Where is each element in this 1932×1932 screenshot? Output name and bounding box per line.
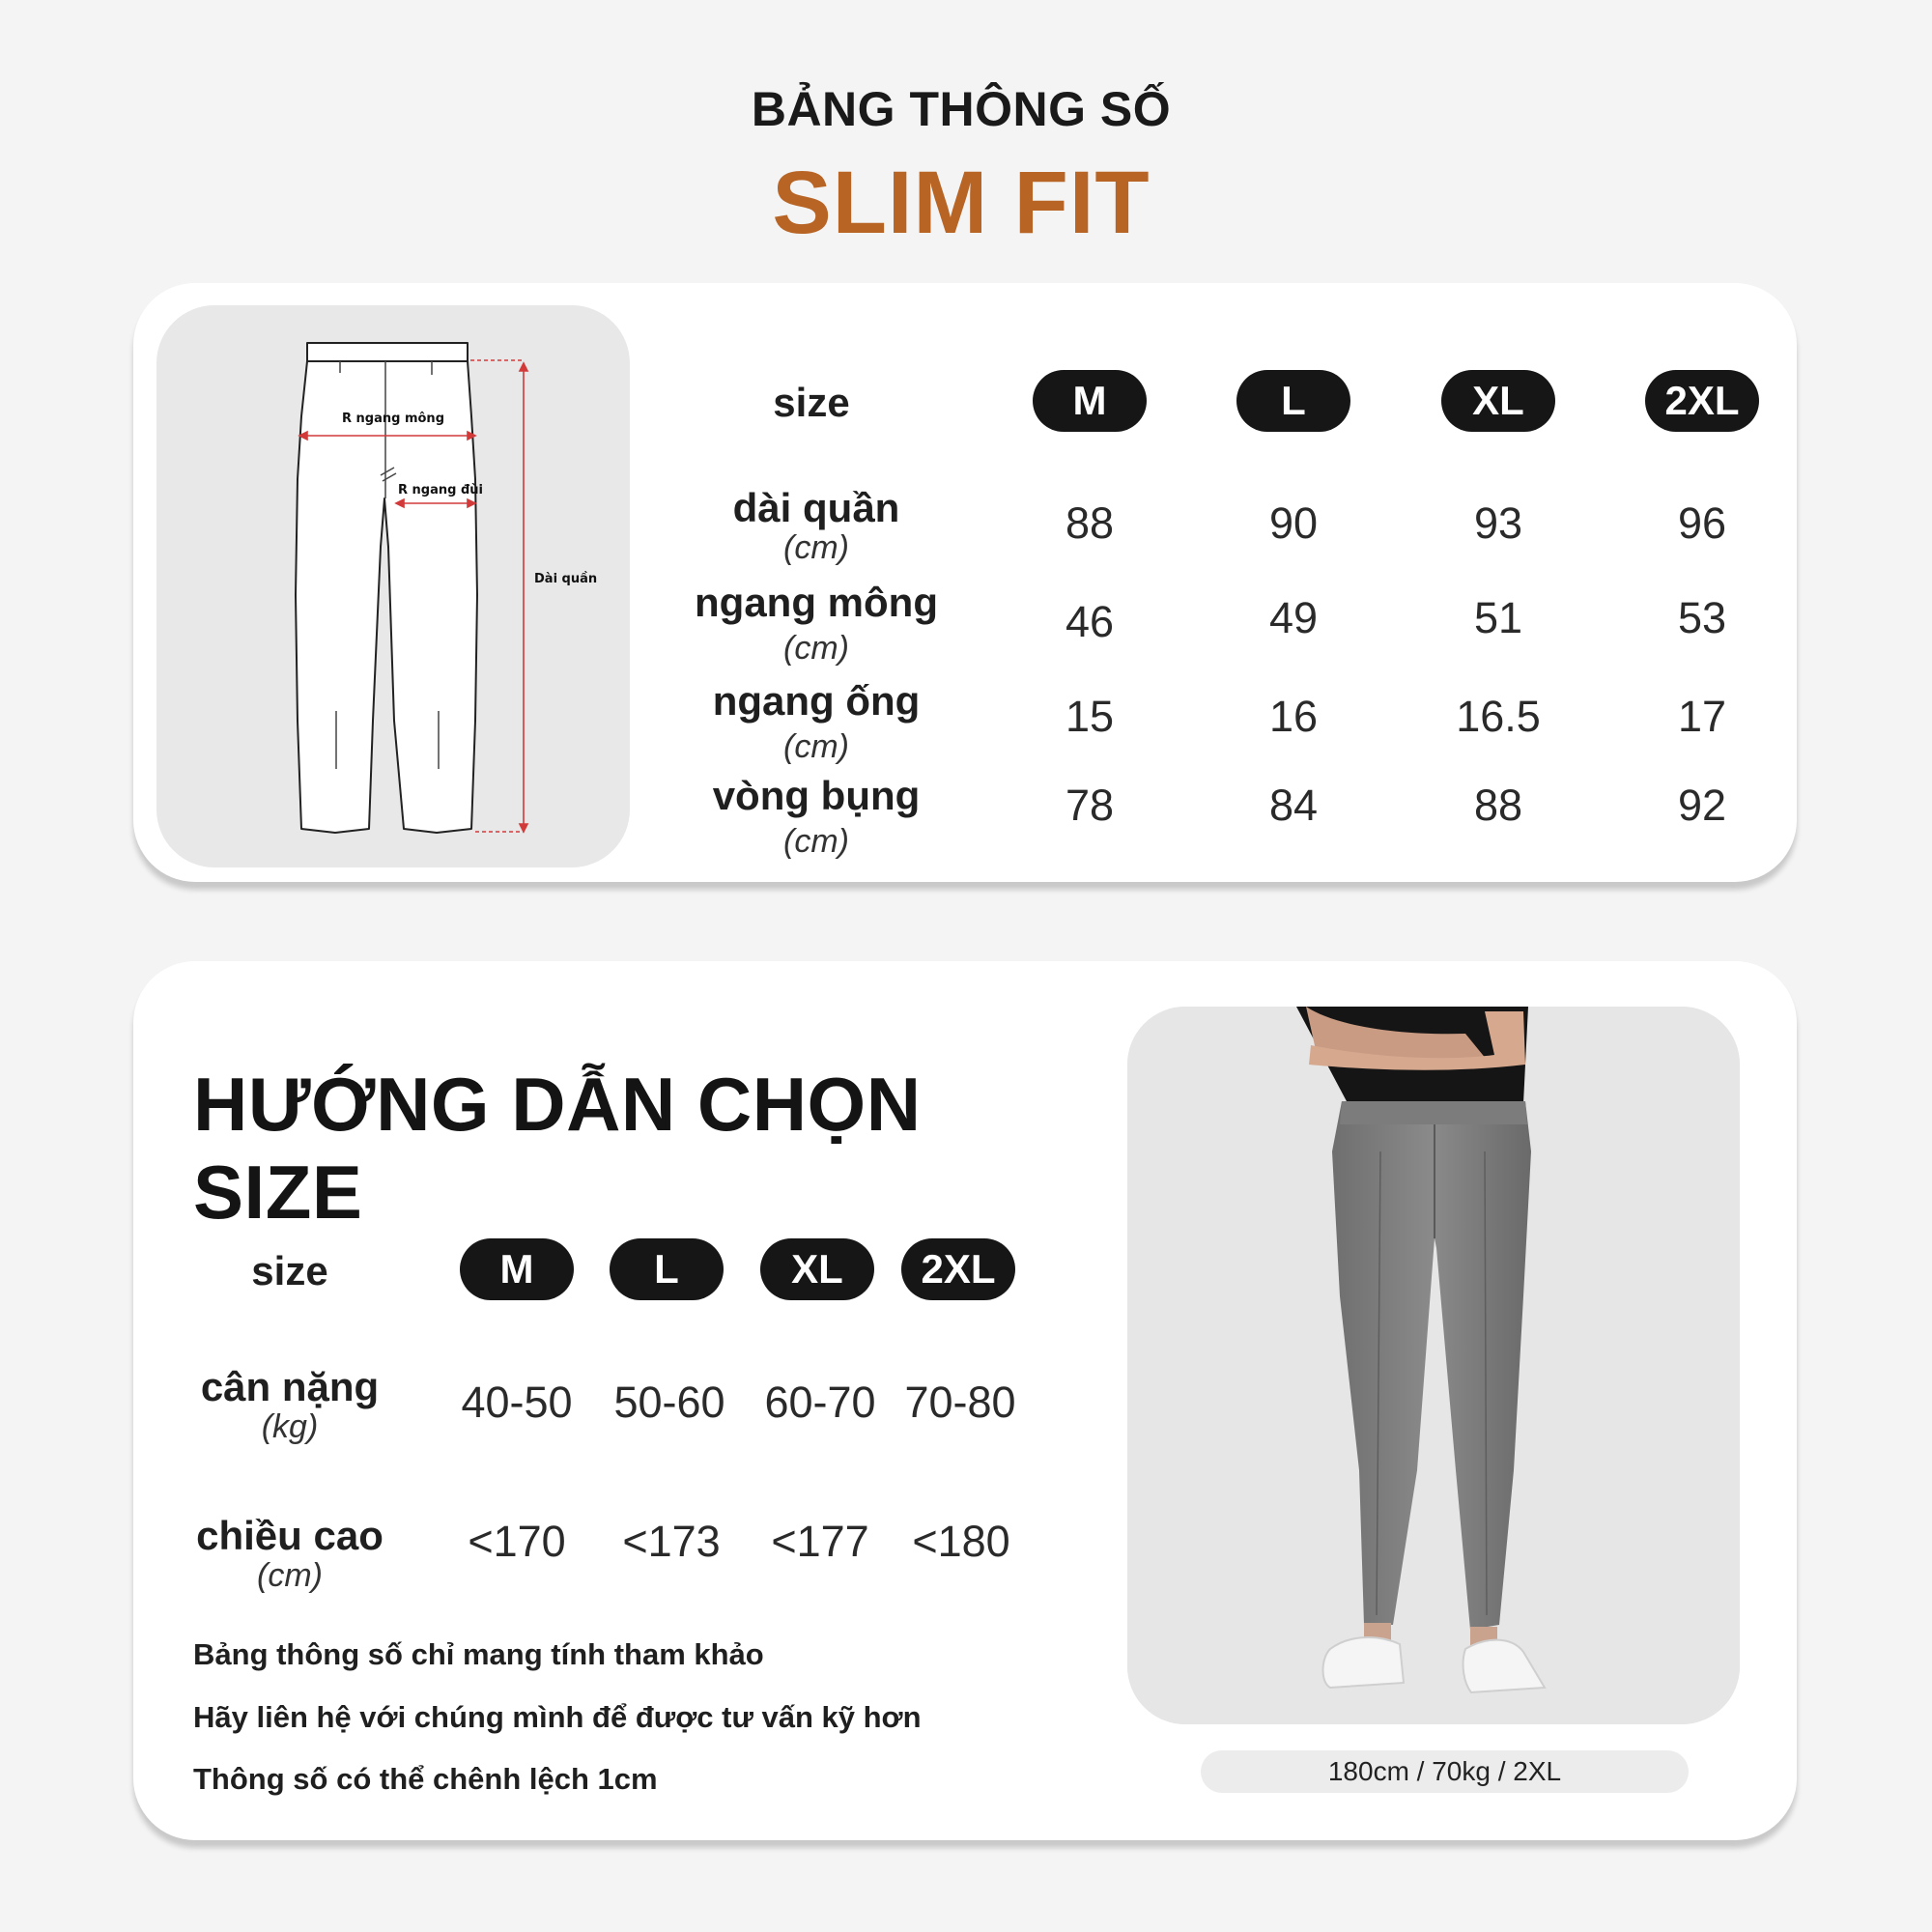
spec-value: 88 [1065,498,1115,548]
spec-value: 53 [1677,593,1727,642]
spec-value: 92 [1677,781,1727,830]
guide-size-m: M [460,1238,574,1300]
header-title: SLIM FIT [772,154,1151,252]
spec-value: 84 [1268,781,1319,830]
guide-row-unit: (kg) [261,1408,319,1445]
spec-value: 46 [1065,597,1115,646]
model-illustration-icon [1127,1007,1740,1724]
spec-value: 49 [1268,593,1319,642]
spec-value: 90 [1268,498,1319,548]
guide-value: <180 [912,1517,1010,1566]
note-tolerance: Thông số có thể chênh lệch 1cm [193,1762,658,1796]
guide-row-label: chiều cao [196,1513,384,1558]
spec-size-m: M [1033,370,1147,432]
spec-size-xl: XL [1441,370,1555,432]
guide-size-label: size [251,1248,328,1293]
spec-size-2xl: 2XL [1645,370,1759,432]
guide-value: 40-50 [461,1378,573,1427]
model-photo [1127,1007,1740,1724]
guide-value: 70-80 [904,1378,1016,1427]
spec-row-label: vòng bụng [712,773,921,818]
spec-value: 51 [1473,593,1523,642]
label-hip-width: R ngang mông [342,412,444,426]
label-length: Dài quần [534,572,598,586]
label-thigh-width: R ngang đùi [398,483,483,497]
spec-row-unit: (cm) [783,823,849,860]
header-subtitle: BẢNG THÔNG SỐ [751,82,1172,136]
guide-size-2xl: 2XL [901,1238,1015,1300]
pants-diagram [156,305,630,867]
spec-value: 88 [1473,781,1523,830]
guide-value: 60-70 [764,1378,876,1427]
note-contact: Hãy liên hệ với chúng mình để được tư vấn kỹ hơn [193,1700,922,1734]
guide-size-xl: XL [760,1238,874,1300]
spec-value: 96 [1677,498,1727,548]
spec-row-label: ngang mông [695,580,938,625]
guide-value: <170 [468,1517,566,1566]
spec-row-unit: (cm) [783,529,849,566]
spec-value: 78 [1065,781,1115,830]
spec-value: 16.5 [1456,692,1541,741]
guide-row-unit: (cm) [257,1557,323,1594]
spec-size-label: size [773,380,850,425]
model-caption: 180cm / 70kg / 2XL [1201,1750,1689,1793]
guide-size-l: L [610,1238,724,1300]
guide-value: <173 [622,1517,721,1566]
spec-size-l: L [1236,370,1350,432]
guide-row-label: cân nặng [200,1364,380,1409]
spec-value: 15 [1065,692,1115,741]
spec-row-label: ngang ống [712,678,921,724]
spec-row-label: dài quần [732,485,900,530]
note-reference: Bảng thông số chỉ mang tính tham khảo [193,1637,764,1671]
spec-value: 16 [1268,692,1319,741]
spec-row-unit: (cm) [783,728,849,765]
guide-value: <177 [771,1517,869,1566]
spec-row-unit: (cm) [783,630,849,667]
guide-title: HƯỚNG DẪN CHỌN SIZE [193,1062,922,1235]
guide-value: 50-60 [613,1378,725,1427]
spec-value: 17 [1677,692,1727,741]
pants-outline-icon [156,305,630,867]
spec-value: 93 [1473,498,1523,548]
